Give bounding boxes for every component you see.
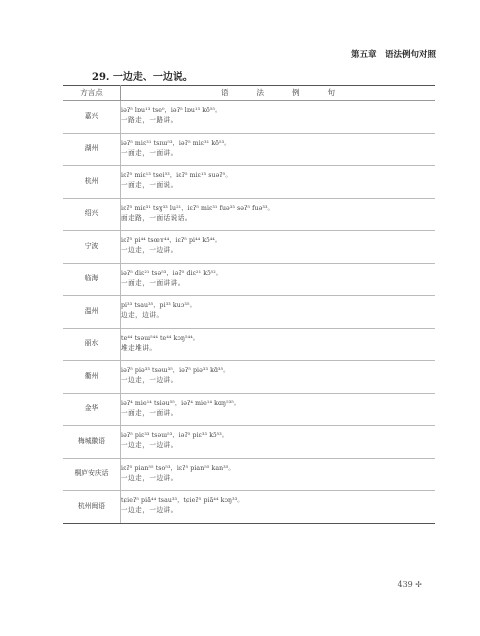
dialect-name: 湖州 — [63, 133, 121, 166]
example-cell — [121, 296, 436, 329]
table-row — [63, 426, 435, 459]
ipa-transcription: iəʔ⁵ piə³³ tsəɯ³⁵，iəʔ⁵ piə³³ kɑ̃³⁵。 — [121, 367, 230, 375]
chinese-gloss: 堆走堆讲。 — [121, 343, 157, 352]
ipa-transcription: iɛʔ⁵ pi⁴⁴ tsœʏ⁴⁴，iɛʔ⁵ pi⁴⁴ kɔ̃⁴⁴。 — [121, 237, 222, 245]
table-row — [63, 393, 435, 426]
table-row — [63, 133, 435, 166]
chinese-gloss: 一边走，一边讲。 — [121, 376, 178, 385]
dialect-name: 衢州 — [63, 361, 121, 394]
section-title: 29. 一边走、一边说。 — [92, 72, 193, 83]
chinese-gloss: 一边走，一边讲。 — [121, 473, 178, 482]
dialect-name: 桐庐安庆话 — [63, 458, 121, 491]
table-row — [63, 491, 435, 524]
chinese-gloss: 一边走，一边讲。 — [121, 246, 178, 255]
chinese-gloss: 边走，边讲。 — [121, 311, 164, 320]
chinese-gloss: 面走路，一面话说话。 — [121, 213, 192, 222]
ipa-transcription: tɕieʔ⁵ piã⁴⁴ tsau³³，tɕieʔ⁵ piã⁴⁴ kɔŋ³³。 — [121, 497, 244, 505]
chinese-gloss: 一面走，一面说。 — [121, 181, 178, 190]
ipa-transcription: iəʔ⁵ miɛ³¹ tsɪɯ⁵³，iəʔ⁵ miɛ³¹ kõ⁵³。 — [121, 139, 231, 147]
ipa-transcription: iɛʔ⁵ miɛ³¹ tsɣ³³ lu²¹，iɛʔ⁵ miɛ³¹ fuə³³ səʔ⁵ fuə³³。 — [121, 204, 274, 212]
example-cell — [121, 198, 436, 231]
chinese-gloss: 一路走，一路讲。 — [121, 116, 178, 125]
dialect-name: 绍兴 — [63, 198, 121, 231]
ipa-transcription: pi³³ tsau³⁵，pi³³ kuɔ³⁵。 — [121, 302, 196, 310]
table-row — [63, 166, 435, 199]
header-dialect: 方言点 — [63, 86, 121, 101]
example-cell — [121, 361, 436, 394]
page-number: 439 ✢ — [397, 580, 422, 589]
example-cell — [121, 133, 436, 166]
header-char: 句 — [327, 87, 335, 97]
table-row — [63, 296, 435, 329]
example-cell — [121, 328, 436, 361]
table-row — [63, 328, 435, 361]
dialect-name: 嘉兴 — [63, 101, 121, 134]
ipa-transcription: te⁴⁴ tsəɯ⁵⁴⁴ te⁴⁴ kɔŋ⁵⁴⁴。 — [121, 334, 200, 342]
table-header-row — [63, 86, 435, 101]
ipa-transcription: iəʔ⁵ piɛ³³ tsəɯ⁵³，iəʔ⁵ piɛ³³ kɔ̃⁵³。 — [121, 432, 229, 440]
chinese-gloss: 一面走，一面讲讲。 — [121, 278, 185, 287]
dialect-name: 温州 — [63, 296, 121, 329]
header-char: 例 — [292, 87, 300, 97]
dialect-name: 丽水 — [63, 328, 121, 361]
dialect-name: 金华 — [63, 393, 121, 426]
dialect-name: 杭州 — [63, 166, 121, 199]
chinese-gloss: 一面走，一面讲。 — [121, 408, 178, 417]
example-cell — [121, 231, 436, 264]
example-cell — [121, 166, 436, 199]
dialect-name: 宁波 — [63, 231, 121, 264]
example-cell — [121, 393, 436, 426]
ipa-transcription: iɛʔ⁵ pian⁵⁵ tso⁵³，iɛʔ⁵ pian⁵⁵ kan³⁵。 — [121, 464, 235, 472]
table-row — [63, 263, 435, 296]
dialect-comparison-table — [63, 85, 435, 524]
table-row — [63, 101, 435, 134]
dialect-name: 临海 — [63, 263, 121, 296]
chinese-gloss: 一面走，一面讲。 — [121, 148, 178, 157]
table-row — [63, 198, 435, 231]
table-row — [63, 458, 435, 491]
ipa-transcription: iəʔ⁵ lɒu¹³ tse⁰，iəʔ⁵ lɒu¹³ kõ⁵⁵。 — [121, 107, 222, 115]
example-cell — [121, 263, 436, 296]
example-cell — [121, 426, 436, 459]
dialect-name: 杭州闽语 — [63, 491, 121, 524]
table-row — [63, 231, 435, 264]
running-header: 第五章 语法例句对照 — [350, 50, 436, 60]
header-char: 语 — [221, 87, 229, 97]
example-cell — [121, 101, 436, 134]
header-example — [121, 86, 436, 101]
example-cell — [121, 491, 436, 524]
table-row — [63, 361, 435, 394]
chinese-gloss: 一边走，一边讲。 — [121, 506, 178, 515]
chinese-gloss: 一边走，一边讲。 — [121, 441, 178, 450]
ipa-transcription: iəʔ⁴ mie¹⁴ tsiəu⁵⁵，iəʔ⁴ mie¹⁴ kɑŋ⁵³⁵。 — [121, 399, 241, 407]
dialect-name: 梅城徽语 — [63, 426, 121, 459]
header-char: 法 — [256, 87, 264, 97]
ipa-transcription: iəʔ⁵ diɛ²¹ tsə⁵³，iəʔ⁵ diɛ²¹ kɔ̃⁵²。 — [121, 269, 223, 277]
example-cell — [121, 458, 436, 491]
ipa-transcription: iɛʔ⁵ miɛ¹³ tsei⁵³，iɛʔ⁵ miɛ¹³ suəʔ⁵。 — [121, 172, 232, 180]
